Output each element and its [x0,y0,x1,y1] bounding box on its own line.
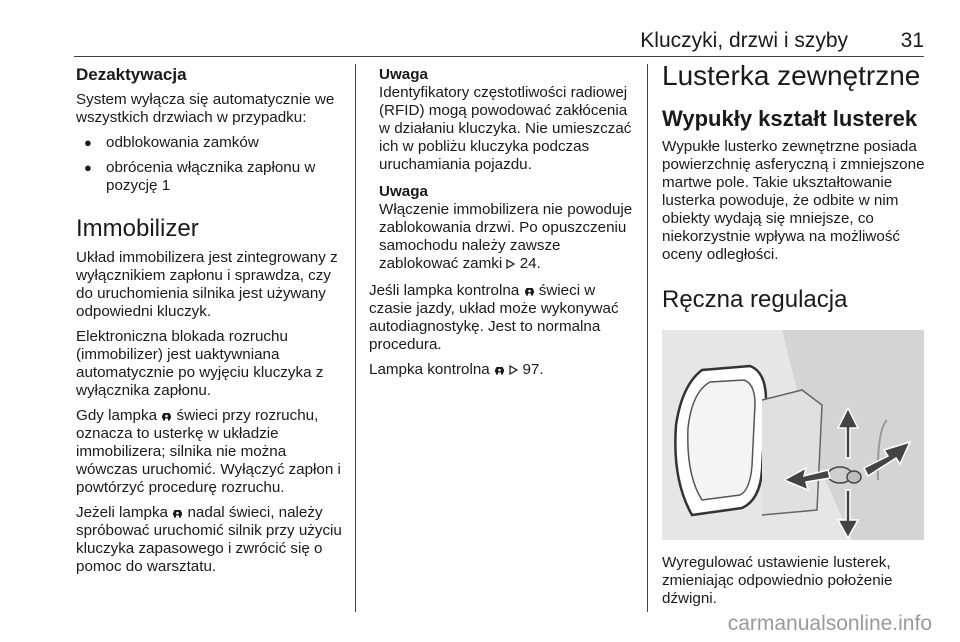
immobilizer-paragraph-2: Elektroniczna blokada rozruchu (immobilizer) jest uaktywniana automatycznie po wyjęciu kluczyka z wyłącznika zapłonu. [76,328,324,399]
page-number: 31 [900,29,924,52]
car-key-warning-icon [172,508,183,518]
watermark: carmanualsonline.info [727,612,932,635]
chapter-title: Lusterka zewnętrzne [662,60,921,91]
manual-adjustment-caption: Wyregulować ustawienie lusterek, zmieniając odpowiednio położenie dźwigni. [662,554,893,607]
car-key-warning-icon [161,411,172,421]
paragraph-text: Jeżeli lampka [76,504,169,521]
note-rfid [379,66,639,174]
convex-text: Wypukłe lusterko zewnętrzne posiada powierzchnię asferyczną i zmniejszone martwe pole. Takie ukształtowanie lusterka powoduje, że odbite w nim obiekty wydają się mniejsze, co niekorzystnie wpływa na możliwość oceny odległości. [662,138,925,263]
lamp-reference-paragraph [369,361,639,379]
list-item: ● obrócenia włącznika zapłonu w pozycję 1 [76,159,348,195]
deactivation-heading: Dezaktywacja [76,65,187,84]
note-immobilizer [379,183,639,273]
convex-heading: Wypukły kształt lusterek [662,106,918,131]
paragraph-text: Jeśli lampka kontrolna [369,282,520,299]
deactivation-list [76,134,348,195]
paragraph-text: świeci w czasie jazdy, układ może wykonywać autodiagnostykę. Jest to normalna procedura. [369,282,619,353]
page-reference-icon [509,365,518,375]
note-text: Identyfikatory częstotliwości radiowej (RFID) mogą powodować zakłócenia w działaniu kluczyka. Nie umieszczać ich w pobliżu kluczyka podczas uruchamiania pojazdu. [379,84,632,173]
column-left [76,64,348,583]
column-right [662,60,926,615]
manual-adjustment-heading: Ręczna regulacja [662,286,848,313]
list-item: ● odblokowania zamków [76,134,348,152]
column-middle [369,66,639,386]
paragraph-text: Lampka kontrolna [369,361,490,378]
paragraph-text: świeci przy rozruchu, oznacza to usterkę w układzie immobilizera; silnika nie można wówczas uruchomić. Wyłączyć zapłon i powtórzyć procedurę rozruchu. [76,407,341,496]
mirror-adjustment-illustration [662,330,924,540]
page-reference-link[interactable]: 24. [519,255,541,272]
column-divider-right [647,64,648,612]
deactivation-text: System wyłącza się automatycznie we wszystkich drzwiach w przypadku: [76,91,335,126]
note-text: Włączenie immobilizera nie powoduje zablokowania drzwi. Po opuszczeniu samochodu należy zawsze zablokować zamki [379,201,633,272]
column-divider-left [355,64,356,612]
page-reference-icon [506,259,515,269]
paragraph-text: nadal świeci, należy spróbować uruchomić silnik przy użyciu kluczyka zapasowego i zwrócić się o pomoc do warsztatu. [76,504,342,575]
immobilizer-paragraph-4 [76,504,348,576]
header-rule [74,56,924,57]
immobilizer-paragraph-3 [76,407,348,497]
page-reference-link[interactable]: 97. [522,361,544,378]
lamp-paragraph [369,282,639,354]
immobilizer-heading: Immobilizer [76,215,199,242]
paragraph-text: Gdy lampka [76,407,158,424]
immobilizer-paragraph-1: Układ immobilizera jest zintegrowany z wyłącznikiem zapłonu i sprawdza, czy do uruchomienia silnika jest używany odpowiedni kluczyk. [76,249,338,320]
note-label: Uwaga [379,66,428,83]
running-header-title: Kluczyki, drzwi i szyby [640,29,848,52]
car-key-warning-icon [494,365,505,375]
note-label: Uwaga [379,183,428,200]
car-key-warning-icon [524,286,535,296]
